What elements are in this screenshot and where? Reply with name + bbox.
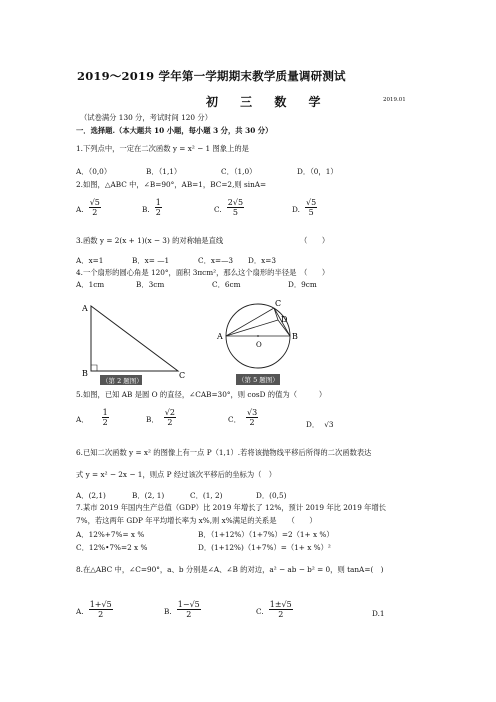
q1-option-a: A．（0,0） <box>76 167 112 176</box>
q2-label-c: C. <box>214 205 222 214</box>
q5-option-b <box>146 407 176 427</box>
q7-option-c: C．12%•7%=2 x % <box>76 543 148 552</box>
q8-option-a <box>76 599 113 619</box>
q8-num-a: 1+√5 <box>89 600 112 609</box>
chord-ac <box>226 308 274 336</box>
fig5-label-b: B <box>292 332 298 341</box>
q2-num-a: √5 <box>89 198 100 207</box>
q8-den-b: 2 <box>186 610 192 619</box>
q3-option-a: A．x=1 <box>76 256 104 265</box>
q1-option-d: D．（0，1） <box>297 167 338 176</box>
q1-stem: 1.下列点中，一定在二次函数 y = x² − 1 图象上的是 <box>76 144 249 153</box>
fig2-label-b: B <box>82 369 88 378</box>
q8-label-c: C. <box>256 607 264 616</box>
q4-option-d: D．9cm <box>288 280 317 289</box>
q5-option-c <box>228 407 258 427</box>
fig5-label-a: A <box>217 332 223 341</box>
q5-value-d: √3 <box>324 420 334 429</box>
q8-option-d: D.1 <box>372 609 385 618</box>
chord-ad <box>226 320 278 336</box>
q8-option-b <box>164 599 201 619</box>
fig5-label-d: D <box>281 315 288 324</box>
q5-num-c: √3 <box>246 408 258 417</box>
q7-option-a: A．12%+7%= x % <box>76 530 145 539</box>
q8-option-c <box>256 599 293 619</box>
q6-line1: 6.已知二次函数 y = x² 的图像上有一点 P（1,1）.若将该抛物线平移后所得的二次函数表达 <box>76 448 372 457</box>
q2-option-a <box>76 197 101 217</box>
q8-label-b: B. <box>164 607 172 616</box>
q5-frac-b <box>164 408 176 427</box>
q2-frac-a <box>89 198 101 217</box>
q7-line2: 7%，若这两年 GDP 年平均增长率为 x%,则 x%满足的关系是 （ ） <box>76 516 317 525</box>
q6-option-b: B．(2, 1) <box>132 491 165 500</box>
q6-option-c: C．(1, 2) <box>190 491 223 500</box>
q2-frac-b <box>155 198 162 217</box>
q8-label-a: A. <box>76 607 84 616</box>
q1-option-b: B．（1,1） <box>146 167 182 176</box>
exam-date: 2019.01 <box>383 97 406 103</box>
q5-den-a: 2 <box>102 418 108 427</box>
q2-num-c: 2√5 <box>227 198 244 207</box>
figure-2-triangle <box>82 300 186 386</box>
triangle-abc <box>91 306 178 371</box>
q5-label-b: B． <box>146 415 159 424</box>
q2-frac-d <box>305 198 317 217</box>
q5-num-a: 1 <box>102 408 108 417</box>
fig2-caption: （第 2 题图） <box>102 377 143 385</box>
center-dot <box>257 335 259 337</box>
q7-line1: 7.某市 2019 年国内生产总值（GDP）比 2019 年增长了 12%，预计 2019 年比 2019 年增长 <box>76 503 387 512</box>
q5-frac-a <box>102 408 109 427</box>
q5-label-c: C． <box>228 415 241 424</box>
q2-den-c: 5 <box>232 208 238 217</box>
q2-num-d: √5 <box>306 198 317 207</box>
q6-option-d: D．(0,5) <box>256 491 287 500</box>
fig2-label-c: C <box>179 371 186 380</box>
right-angle-mark <box>91 365 97 371</box>
q6-option-a: A．(2,1) <box>76 491 106 500</box>
q5-num-b: √2 <box>164 408 175 417</box>
q1-option-c: C．（1,0） <box>221 167 257 176</box>
q2-label-a: A. <box>76 205 84 214</box>
exam-title: 2019～2019 学年第一学期期末教学质量调研测试 <box>77 69 346 83</box>
q2-den-d: 5 <box>308 208 314 217</box>
q4-stem: 4.一个扇形的圆心角是 120°，面积 3πcm²，那么这个扇形的半径是 （ ） <box>76 268 330 277</box>
q7-option-b: B．（1+12%）（1+7%）=2（1+ x %） <box>198 530 334 539</box>
q5-frac-c <box>246 408 258 427</box>
q7-option-d: D．(1+12%)（1+7%）=（1+ x %）² <box>198 543 331 552</box>
q3-stem: 3.函数 y = 2(x + 1)(x − 3) 的对称轴是直线 <box>76 236 224 245</box>
q8-stem: 8.在△ABC 中，∠C=90°，a、b 分别是∠A、∠B 的对边，a² − ab − b² = 0，则 tanA=( ) <box>76 565 384 574</box>
q3-option-d: D．x=3 <box>248 256 277 265</box>
q2-option-c <box>214 197 244 217</box>
q8-den-a: 2 <box>98 610 104 619</box>
q2-den-b: 2 <box>155 208 161 217</box>
q2-stem: 2.如图，△ABC 中，∠B=90°，AB=1，BC=2,则 sinA= <box>76 180 267 189</box>
q2-label-d: D. <box>292 205 300 214</box>
q2-num-b: 1 <box>155 198 161 207</box>
q5-den-b: 2 <box>167 418 173 427</box>
section-heading: 一．选择题.（本大题共 10 小题，每小题 3 分，共 30 分） <box>76 126 273 135</box>
q2-frac-c <box>227 198 244 217</box>
q4-option-c: C．6cm <box>212 280 241 289</box>
fig5-caption: （第 5 题图） <box>238 376 279 384</box>
q5-stem: 5.如图，已知 AB 是圆 O 的直径，∠CAB=30°，则 cosD 的值为（ ） <box>76 390 327 399</box>
fig5-label-o: O <box>256 341 262 349</box>
q6-line2: 式 y = x² − 2x − 1，则点 P 经过该次平移后的坐标为（ ） <box>76 470 277 479</box>
q4-option-a: A．1cm <box>76 280 105 289</box>
q8-den-c: 2 <box>278 610 284 619</box>
q3-paren: （ ） <box>300 236 330 245</box>
q3-option-b: B．x= —1 <box>132 256 170 265</box>
q2-option-b <box>142 197 162 217</box>
q8-frac-b <box>177 600 201 619</box>
q2-option-d <box>292 197 317 217</box>
fig2-label-a: A <box>82 304 88 313</box>
exam-info: （试卷满分 130 分，考试时间 120 分） <box>80 113 212 122</box>
q2-den-a: 2 <box>92 208 98 217</box>
exam-subtitle: 初 三 数 学 <box>206 95 330 109</box>
q5-label-a: A． <box>76 415 89 424</box>
q3-option-c: C．x=—3 <box>198 256 234 265</box>
q8-frac-a <box>89 600 113 619</box>
figure-5-circle <box>214 296 302 386</box>
q5-den-c: 2 <box>249 418 255 427</box>
q8-num-c: 1±√5 <box>269 600 292 609</box>
q2-label-b: B. <box>142 205 150 214</box>
q8-num-b: 1−√5 <box>177 600 200 609</box>
q5-label-d: D． <box>306 420 320 429</box>
q8-frac-c <box>269 600 293 619</box>
q5-option-d <box>306 412 334 431</box>
q5-option-a <box>76 407 109 427</box>
q4-option-b: B．3cm <box>136 280 165 289</box>
fig5-label-c: C <box>275 299 282 308</box>
